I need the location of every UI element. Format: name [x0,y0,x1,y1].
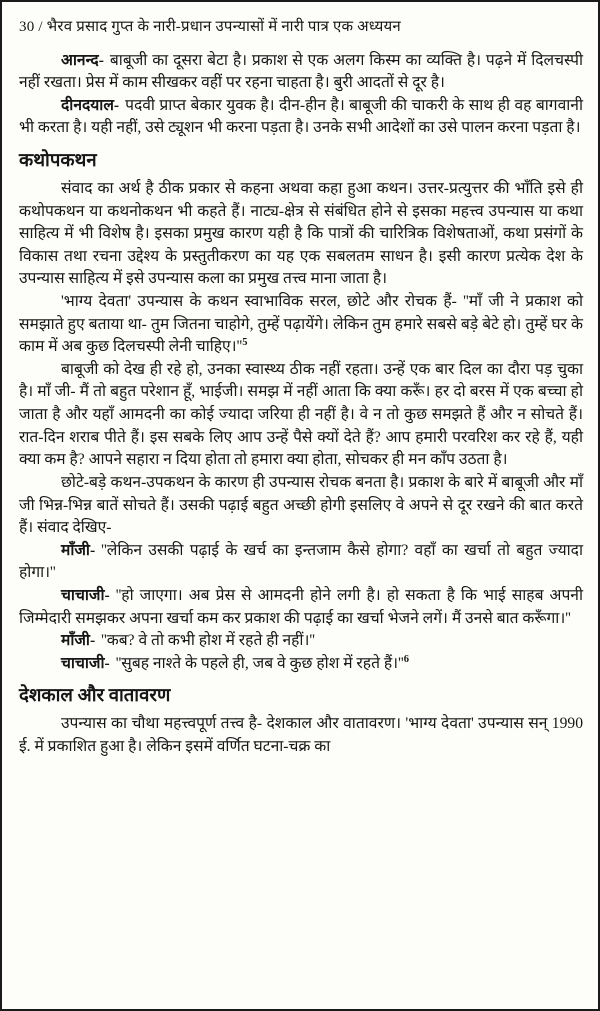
page-body [19,50,583,759]
dialogue-text: ''लेकिन उसकी पढ़ाई के खर्च का इन्तजाम कैसे होगा? वहाँ का खर्चा तो बहुत ज्यादा होगा।'' [19,541,583,582]
dialogue-text: ''हो जाएगा। अब प्रेस से आमदनी होने लगी है। हो सकता है कि भाई साहब अपनी जिम्मेदारी समझकर अपना खर्चा कम कर प्रकाश की पढ़ाई का खर्चा भेजने लगें। मैं उनसे बात करूँगा।'' [19,586,583,627]
paragraph-text: पदवी प्राप्त बेकार युवक है। दीन-हीन है। बाबूजी की चाकरी के साथ ही वह बागवानी भी करता है। यही नहीं, उसे ट्यूशन भी करना पड़ता है। उनके सभी आदेशों का उसे पालन करना पड़ता है। [19,96,583,137]
dialogue-chachaji-1 [19,585,583,630]
paragraph-text: बाबूजी को देख ही रहे हो, उनका स्वास्थ्य ठीक नहीं रहता। उन्हें एक बार दिल का दौरा पड़ चुका है। माँ जी- मैं तो बहुत परेशान हूँ, भाईजी। समझ में नहीं आता कि क्या करूँ। हर दो बरस में एक बच्चा हो जाता है और यहाँ आमदनी का कोई ज्यादा जरिया ही नहीं है। वे न तो कुछ समझते हैं और न सोचते हैं। रात-दिन शराब पीते हैं। इस सबके लिए आप उन्हें पैसे क्यों देते हैं? आप हमारी परवरिश कर रहे हैं, यही क्या कम है? आपने सहारा न दिया होता तो हमारा क्या होता, सोचकर ही मन काँप उठता है। [19,360,583,469]
footnote-ref: 6 [403,653,409,665]
paragraph-bhagya-devta-quote [19,291,583,359]
paragraph-samvad-meaning [19,178,583,291]
dialogue-speaker: चाचाजी- [61,586,110,604]
dialogue-chachaji-2 [19,653,583,676]
paragraph-deendayal [19,95,583,140]
section-heading-deshkal: देशकाल और वातावरण [19,686,171,707]
paragraph-lead: आनन्द- [61,51,104,69]
paragraph-text: बाबूजी का दूसरा बेटा है। प्रकाश से एक अलग किस्म का व्यक्ति है। पढ़ने में दिलचस्पी नहीं रखता। प्रेस में काम सीखकर वहीं पर रहना चाहता है। बुरी आदतों से दूर है। [19,51,583,92]
running-header: 30 / भैरव प्रसाद गुप्त के नारी-प्रधान उपन्यासों में नारी पात्र एक अध्ययन [19,19,401,35]
paragraph-kathan-upkathan [19,472,583,540]
dialogue-speaker: माँजी- [61,632,96,650]
paragraph-deshkal-intro [19,713,583,758]
dialogue-maaji-2 [19,630,583,653]
paragraph-babuji-health [19,359,583,472]
dialogue-text: ''कब? वे तो कभी होश में रहते ही नहीं।'' [101,632,315,650]
paragraph-text: संवाद का अर्थ है ठीक प्रकार से कहना अथवा कहा हुआ कथन। उत्तर-प्रत्युत्तर की भाँति इसे ही कथोपकथन या कथनोकथन भी कहते हैं। नाट्य-क्षेत्र से संबंधित होने से इसका महत्त्व उपन्यास या कथा साहित्य में भी विशेष है। इसका प्रमुख कारण यही है कि पात्रों की चारित्रिक विशेषताओं, कथा प्रसंगों के विकास तथा रचना उद्देश्य के प्रस्तुतीकरण का यह एक सबलतम साधन है। इसी कारण प्रत्येक देश के उपन्यास साहित्य में इसे उपन्यास कला का प्रमुख तत्त्व माना जाता है। [19,179,583,288]
section-heading-kathopkathan: कथोपकथन [19,150,97,171]
dialogue-speaker: चाचाजी- [61,654,110,672]
paragraph-anand [19,50,583,95]
paragraph-text: 'भाग्य देवता' उपन्यास के कथन स्वाभाविक सरल, छोटे और रोचक हैं- ''माँ जी ने प्रकाश को समझाते हुए बताया था- तुम जितना चाहोगे, तुम्हें पढ़ायेंगे। लेकिन तुम हमारे सबसे बड़े बेटे हो। तुम्हें घर के काम में अब कुछ दिलचस्पी लेनी चाहिए।'' [19,293,583,356]
paragraph-text: उपन्यास का चौथा महत्त्वपूर्ण तत्त्व है- देशकाल और वातावरण। 'भाग्य देवता' उपन्यास सन् 1990 ई. में प्रकाशित हुआ है। लेकिन इसमें वर्णित घटना-चक्र का [19,715,583,756]
dialogue-text: ''सुबह नाश्ते के पहले ही, जब वे कुछ होश में रहते हैं।'' [115,654,404,672]
dialogue-maaji-1 [19,540,583,585]
footnote-ref: 5 [242,337,248,349]
dialogue-speaker: माँजी- [61,541,96,559]
paragraph-lead: दीनदयाल- [61,96,120,114]
paragraph-text: छोटे-बड़े कथन-उपकथन के कारण ही उपन्यास रोचक बनता है। प्रकाश के बारे में बाबूजी और माँ जी भिन्न-भिन्न बातें सोचते हैं। उसकी पढ़ाई बहुत अच्छी होगी इसलिए वे अपने से दूर रखने की बात करते हैं। संवाद देखिए- [19,473,583,537]
